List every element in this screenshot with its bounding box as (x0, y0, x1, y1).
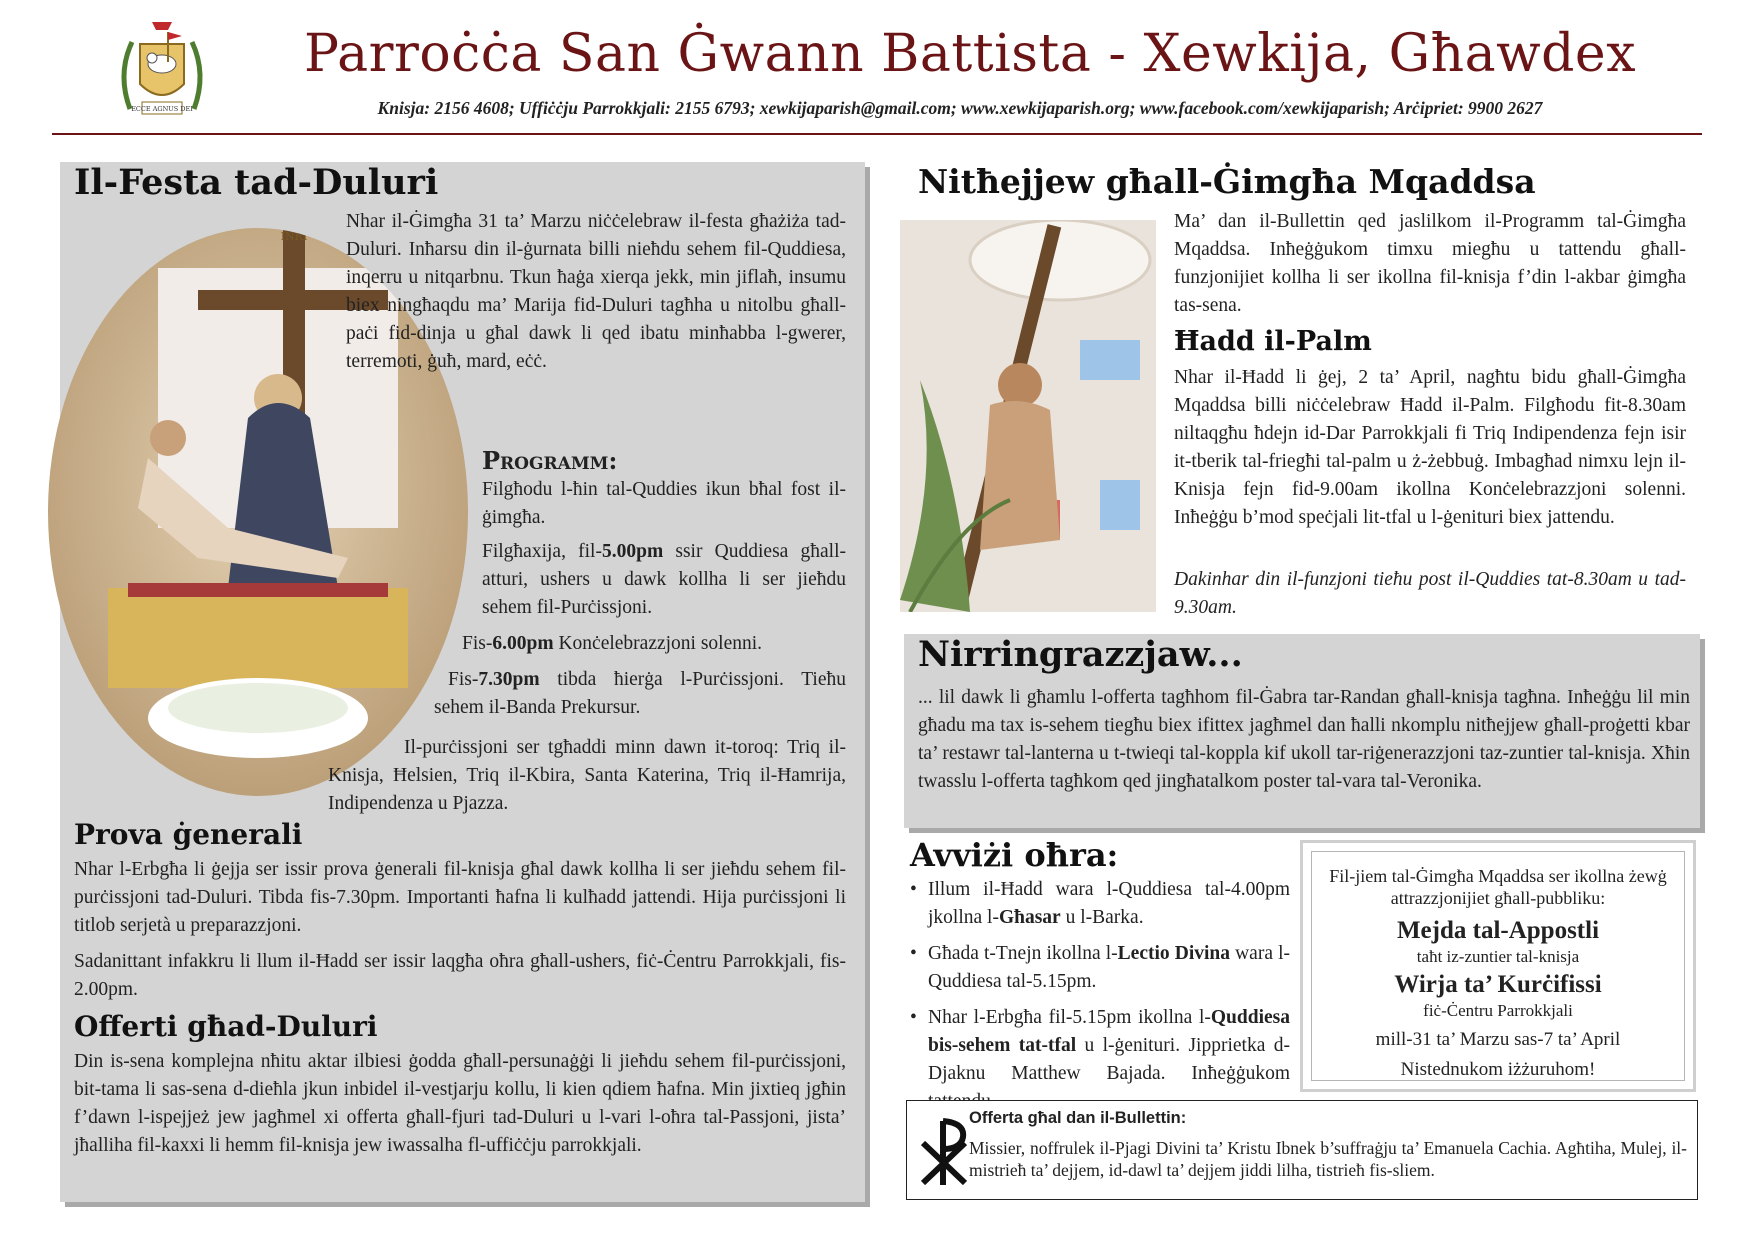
avviz-item-pre: Nhar l-Erbgħa fil-5.15pm ikollna l- (928, 1007, 1211, 1028)
festa-intro: Nhar il-Ġimgħa 31 ta’ Marzu niċċelebraw il-festa għażiża tad-Duluri. Inħarsu din il-ġurnata billi nieħdu sehem fil-Quddiesa, inqerru u nitqarbnu. Tkun ħaġa xierqa jekk, min jiflaħ, insumu biex ningħaqdu ma’ Marija fid-Duluri tagħha u nitolbu għall-paċi fid-dinja u għal dawk li qed ibatu minħabba l-gwerer, terremoti, ġuħ, mard, eċċ. (346, 211, 846, 372)
attractions-box (1300, 840, 1696, 1092)
p2-post: ssir Quddiesa għall-atturi, ushers u dawk kollha li ser jieħdu sehem fil-Purċissjoni. (482, 541, 846, 618)
palm-sunday-note: Dakinhar din il-funzjoni tieħu post il-Quddies tat-8.30am u tad-9.30am. (1174, 569, 1686, 618)
lamb-of-god-emblem (112, 14, 212, 122)
bulletin-offering-box (906, 1100, 1698, 1200)
programm-heading: Programm: (482, 446, 618, 475)
attraction-1-location: taħt iz-zuntier tal-knisja (1416, 947, 1580, 966)
attractions-intro: Fil-jiem tal-Ġimgħa Mqaddsa ser ikollna żewġ attrazzjonijiet għall-pubbliku: (1329, 866, 1667, 908)
p4-time: 7.30pm (478, 669, 540, 690)
attraction-1-title: Mejda tal-Appostli (1396, 917, 1600, 944)
avviz-item-post: u l-ġenituri. Jippriet​ka d-Djaknu Matthew Bajada. Inħeġġukom (928, 1035, 1290, 1084)
p3-time: 6.00pm (492, 633, 554, 654)
palm-sunday-title: Ħadd il-Palm (1174, 326, 1372, 357)
avviz-item (910, 940, 1290, 996)
procession-route: Il-purċissjoni ser tgħaddi minn dawn it-toroq: Triq il-Knisja, Ħelsien, Triq il-Kbira, Santa Katerina, Triq il-Ħamrija, Indipendenza u Pjazza. (328, 737, 846, 814)
palm-sunday-text: Nhar il-Ħadd li ġej, 2 ta’ April, nagħtu bidu għall-Ġimgħa Mqaddsa billi niċċelebraw Ħadd il-Palm. Filgħodu fit-8.30am niltaqgħu ħdejn id-Dar Parrokkjali fi Triq Indipendenza fejn isir it-tberik tal-friegħi tal-palm u ż-żebbuġ. Imbagħad nimxu lejn il-Knisja fejn fid-9.00am ikollna Konċelebrazzjoni solenni. Inħeġġu b’mod speċjali lit-tfal u l-ġenituri biex jattendu. (1174, 367, 1686, 528)
avviz-item-post: wara l-Quddiesa tal-5.15pm. (928, 943, 1290, 992)
attraction-invite: Nistednukom iżżuruhom! (1400, 1059, 1596, 1080)
programm-procession (434, 666, 846, 722)
programm-morning: Filgħodu l-ħin tal-Quddies ikun bħal fost il-ġimgħa. (482, 479, 846, 528)
attraction-2-title: Wirja ta’ Kurċifissi (1394, 971, 1602, 998)
programm-concelebration (462, 630, 846, 658)
bullet-icon: • (910, 1007, 917, 1028)
grazzi-text: ... lil dawk li għamlu l-offerta tagħhom fil-Ġabra tar-Randan għall-knisja tagħna. Inħeġġu lil min għadu ma tax is-sehem tiegħu biex ifittex jagħmel dan ħalli nkomplu nitħejjew għall-proġetti kbar ta’ restawr tal-lanterna u t-twieqi tal-koppla kif ukoll tar-riġenerazzjoni taz-zuntier tal-knisja. Xħin twasslu l-offerta tagħkom qed jingħatalkom poster tal-vara tal-Veronika. (918, 687, 1690, 792)
bullet-icon: • (910, 879, 917, 900)
gimgha-title: Nitħejjew għall-Ġimgħa Mqaddsa (918, 162, 1536, 201)
p2-pre: Filgħaxija, fil- (482, 541, 602, 562)
grazzi-title: Nirringrazzjaw... (918, 634, 1243, 675)
p4-post: tibda ħierġa l-Purċissjoni. Tieħu sehem il-Banda Prekursur. (434, 669, 846, 718)
logo-motto: ECCE AGNUS DEI (131, 105, 193, 113)
bulletin-offering-text: Missier, noffrulek il-Pjagi Divini ta’ Kristu Ibnek b’suffraġju ta’ Emanuela Cachia. Agħtiha, Mulej, il-mistrieħ ta’ dejjem, id-dawl ta’ dejjem jiddi lilha, tistrieħ fis-sliem. (969, 1138, 1687, 1180)
crucifix-image (900, 220, 1156, 612)
p3-pre: Fis- (462, 633, 493, 654)
parish-title: Parroċċa San Ġwann Battista - Xewkija, Għawdex (303, 24, 1637, 84)
p4-pre: Fis- (448, 669, 479, 690)
prova-text-1: Nhar l-Erbgħa li ġejja ser issir prova ġenerali fil-knisja għal dawk kollha li ser jieħdu sehem fil-purċissjoni tad-Duluri. Tibda fis-7.30pm. Importanti ħafna li kulħadd jattendi. Hija purċissjoni li titlob serjetà u preparazzjoni. (74, 859, 846, 936)
p3-post: Konċelebrazzjoni solenni. (553, 633, 763, 654)
prova-title: Prova ġenerali (74, 818, 303, 851)
avviz-item-post: u l-Barka. (1060, 907, 1144, 928)
avvizi-list (910, 876, 1290, 1116)
header-divider (52, 133, 1702, 135)
offerti-text: Din is-sena komplejna nħitu aktar ilbiesi ġodda għall-persunaġġi li jieħdu sehem fil-purċissjoni, bit-tama li sas-sena d-dieħla jkun inbidel il-vestjarju kollu, li kien qdiem ħafna. Min jixtieq jgħin f’dawn l-ispejjeż jew jagħmel xi offerta għall-fjuri tad-Duluri u l-vari l-oħra tal-Passjoni, jista’ jħalliha fil-kaxxi li hemm fil-knisja jew iwassalha fl-uffiċċju parrokkjali. (74, 1051, 846, 1156)
bullet-icon: • (910, 943, 917, 964)
avviz-item (910, 876, 1290, 932)
avviz-item-pre: Għada t-Tnejn ikollna l- (928, 943, 1118, 964)
avvizi-title: Avviżi oħra: (910, 836, 1119, 874)
parish-contact-line: Knisja: 2156 4608; Uffiċċju Parrokkjali: 2155 6793; xewkijaparish@gmail.com; www.xewkijaparish.org; www.facebook.com/xewkijaparish; Arċipriet: 9900 2627 (377, 98, 1543, 118)
avviz-item-bold: Quddiesa bis-sehem tat-tfal (928, 1007, 1290, 1056)
attraction-dates: mill-31 ta’ Marzu sas-7 ta’ April (1375, 1029, 1621, 1050)
chi-rho-icon (915, 1115, 971, 1187)
gimgha-intro: Ma’ dan il-Bullettin qed jaslilkom il-Programm tal-Ġimgħa Mqaddsa. Inħeġġukom timxu miegħu u tattendu għall-funzjonijiet kollha li ser ikollna fil-knisja f’din l-akbar ġimgħa tas-sena. (1174, 211, 1686, 316)
avviz-item-bold: Għasar (998, 907, 1061, 928)
offerti-title: Offerti għad-Duluri (74, 1010, 378, 1043)
inri-plaque: INRI (280, 230, 308, 243)
prova-text-2: Sadanittant infakkru li llum il-Ħadd ser issir laqgħa oħra għall-ushers, fiċ-Ċentru Parrokkjali, fis-2.00pm. (74, 951, 846, 1000)
avviz-item-bold: Lectio Divina (1117, 943, 1230, 964)
programm-evening-mass (482, 538, 846, 622)
bulletin-offering-title: Offerta għal dan il-Bullettin: (969, 1109, 1187, 1127)
avviz-item-pre: Illum il-Ħadd wara l-Quddiesa tal-4.00pm jkollna l- (928, 879, 1290, 928)
attraction-2-location: fiċ-Ċentru Parrokkjali (1423, 1001, 1573, 1020)
p2-time: 5.00pm (601, 541, 664, 562)
parish-logo (112, 14, 212, 122)
festa-title: Il-Festa tad-Duluri (74, 162, 439, 203)
